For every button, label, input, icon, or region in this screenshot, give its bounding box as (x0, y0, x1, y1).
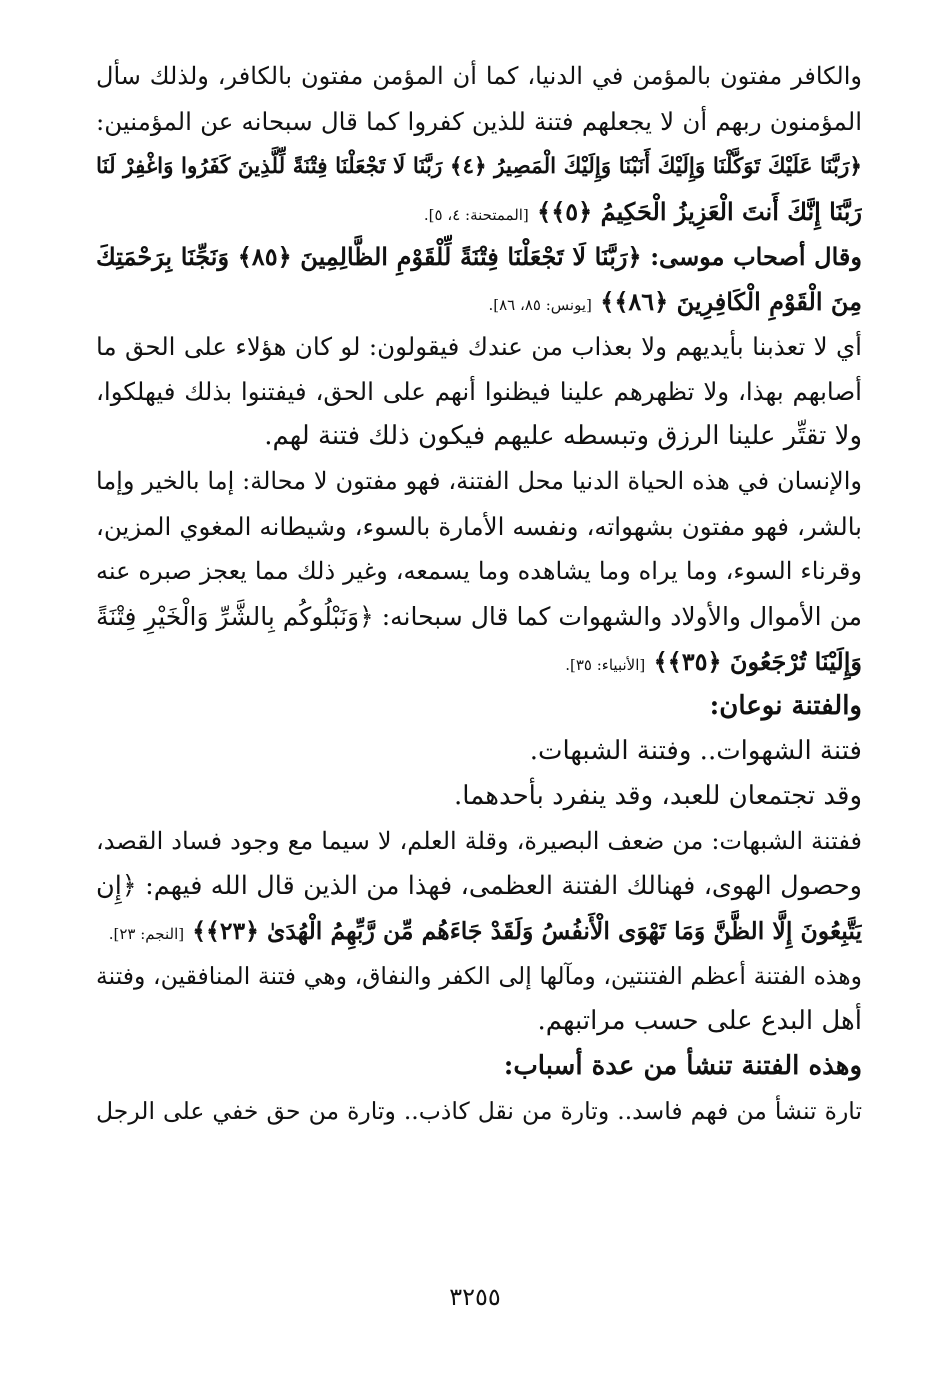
quran-verse-line: وقال أصحاب موسى: ﴿رَبَّنَا لَا تَجْعَلْنَا فِتْنَةً لِّلْقَوْمِ الظَّالِمِينَ ﴿٨٥﴾ وَنَجِّنَا بِرَحْمَتِكَ (96, 242, 862, 271)
quran-verse-line (96, 189, 862, 234)
text-line: وقد تجتمعان للعبد، وقد ينفرد بأحدهما. (454, 781, 862, 811)
text-line: والكافر مفتون بالمؤمن في الدنيا، كما أن المؤمن مفتون بالكافر، ولذلك سأل (96, 62, 862, 90)
quran-verse-line (96, 279, 862, 324)
text-line: ففتنة الشبهات: من ضعف البصيرة، وقلة العلم، لا سيما مع وجود فساد القصد، (96, 827, 862, 855)
text-line: أصابهم بهذا، ولا تظهرهم علينا فيظنوا أنهم على الحق، فيفتنوا بذلك فيهلكوا، (96, 377, 862, 406)
quran-verse-line (96, 909, 862, 954)
section-heading: وهذه الفتنة تنشأ من عدة أسباب: (503, 1051, 862, 1081)
quran-verse-line (96, 639, 862, 684)
text-line: وحصول الهوى، فهنالك الفتنة العظمى، فهذا من الذين قال الله فيهم: ﴿إِن (96, 871, 862, 901)
text-line: ولا تقتِّر علينا الرزق وتبسطه عليهم فيكون ذلك فتنة لهم. (264, 421, 862, 451)
verse-reference: [يونس: ٨٥، ٨٦]. (488, 296, 592, 314)
section-heading: والفتنة نوعان: (709, 691, 862, 721)
text-line: فتنة الشهوات.. وفتنة الشبهات. (529, 736, 862, 766)
text-line: المؤمنون ربهم أن لا يجعلهم فتنة للذين كفروا كما قال سبحانه عن المؤمنين: (96, 107, 862, 136)
verse-text: وَإِلَيْنَا تُرْجَعُونَ ﴿٣٥﴾﴾ (653, 647, 862, 676)
text-line: وقرناء السوء، وما يراه وما يشاهده وما يسمعه، وغير ذلك مما يعجز صبره عنه (96, 557, 862, 585)
verse-text: يَتَّبِعُونَ إِلَّا الظَّنَّ وَمَا تَهْوَى الْأَنفُسُ وَلَقَدْ جَاءَهُم مِّن رَّبِّهِمُ الْهُدَىٰ ﴿٢٣﴾﴾ (192, 917, 862, 945)
text-line: أي لا تعذبنا بأيديهم ولا بعذاب من عندك فيقولون: لو كان هؤلاء على الحق ما (96, 332, 862, 361)
body-text (96, 54, 862, 1134)
verse-reference: [الأنبياء: ٣٥]. (565, 656, 646, 674)
text-line: أهل البدع على حسب مراتبهم. (537, 1006, 862, 1036)
verse-text: رَبَّنَا إِنَّكَ أَنتَ الْعَزِيزُ الْحَكِيمُ ﴿٥﴾﴾ (537, 197, 862, 226)
text-line: من الأموال والأولاد والشهوات كما قال سبحانه: ﴿وَنَبْلُوكُم بِالشَّرِّ وَالْخَيْرِ فِتْنَةً (96, 602, 862, 631)
quran-verse-line: ﴿رَبَّنَا عَلَيْكَ تَوَكَّلْنَا وَإِلَيْكَ أَنَبْنَا وَإِلَيْكَ الْمَصِيرُ ﴿٤﴾ رَبَّنَا لَا تَجْعَلْنَا فِتْنَةً لِّلَّذِينَ كَفَرُوا وَاغْفِرْ لَنَا (96, 154, 862, 179)
verse-text: مِنَ الْقَوْمِ الْكَافِرِينَ ﴿٨٦﴾﴾ (600, 287, 862, 316)
text-line: والإنسان في هذه الحياة الدنيا محل الفتنة، فهو مفتون لا محالة: إما بالخير وإما (96, 467, 862, 495)
page-number: ٣٢٥٥ (449, 1283, 501, 1311)
text-line: تارة تنشأ من فهم فاسد.. وتارة من نقل كاذب.. وتارة من حق خفي على الرجل (96, 1097, 862, 1125)
text-line: بالشر، فهو مفتون بشهواته، ونفسه الأمارة بالسوء، وشيطانه المغوي المزين، (96, 512, 862, 541)
verse-reference: [النجم: ٢٣]. (108, 925, 185, 943)
verse-reference: [الممتحنة: ٤، ٥]. (423, 206, 529, 224)
text-line: وهذه الفتنة أعظم الفتنتين، ومآلها إلى الكفر والنفاق، وهي فتنة المنافقين، وفتنة (96, 962, 862, 990)
